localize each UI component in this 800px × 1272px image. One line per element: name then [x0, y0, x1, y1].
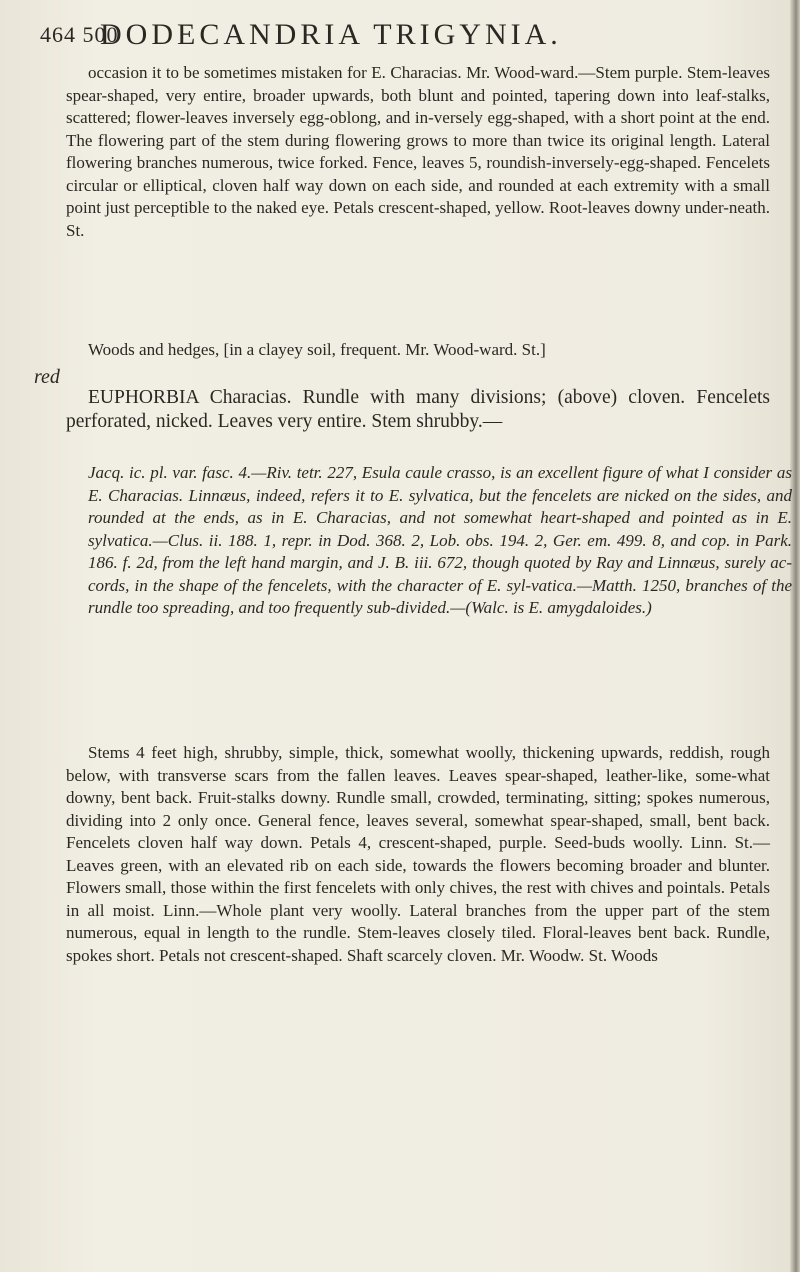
margin-note: red	[34, 366, 60, 388]
page-header	[36, 14, 776, 58]
description	[66, 742, 770, 967]
habitat-note	[66, 339, 770, 362]
paragraph-text: occasion it to be sometimes mistaken for E. Characias. Mr. Wood-ward.—Stem purple. Stem-leaves spear-shaped, very entire, broader upwards, both blunt and pointed, tapering down into leaf-stalks, scattered; flower-leaves inversely egg-oblong, and in-versely egg-shaped, with a short point at the end. The flowering part of the stem during flowering grows to more than twice its original length. Lateral flowering branches numerous, twice forked. Fence, leaves 5, roundish-inversely-egg-shaped. Fencelets circular or elliptical, cloven half way down on each side, and rounded at each extremity with a small point just perceptible to the naked eye. Petals crescent-shaped, yellow. Root-leaves downy under-neath. St.	[66, 63, 770, 240]
page-number: 464 500	[40, 22, 119, 47]
description-text: Stems 4 feet high, shrubby, simple, thick, somewhat woolly, thickening upwards, reddish, rough below, with transverse scars from the fallen leaves. Leaves spear-shaped, leather-like, some-what downy, bent back. Fruit-stalks downy. Rundle small, crowded, terminating, sitting; spokes numerous, dividing into 2 only once. General fence, leaves several, somewhat spear-shaped, small, bent back. Fencelets cloven half way down. Petals 4, crescent-shaped, purple. Seed-buds woolly. Linn. St.—Leaves green, with an elevated rib on each side, towards the flowers becoming broader and blunter. Flowers small, those within the first fencelets with only chives, the rest with chives and pointals. Petals in all moist. Linn.—Whole plant very woolly. Lateral branches from the upper part of the stem numerous, equal in length to the rundle. Stem-leaves closely tiled. Floral-leaves bent back. Rundle, spokes short. Petals not crescent-shaped. Shaft scarcely cloven. Mr. Woodw. St. Woods	[66, 743, 770, 965]
running-title: DODECANDRIA TRIGYNIA.	[100, 18, 562, 51]
habitat-text: Woods and hedges, [in a clayey soil, frequent. Mr. Wood-ward. St.]	[88, 340, 546, 359]
species-entry	[66, 386, 770, 434]
paragraph-continuation	[66, 62, 770, 242]
page-edge-shadow	[790, 0, 800, 1272]
species-heading: EUPHORBIA Characias. Rundle with many divisions; (above) cloven. Fencelets perforated, nicked. Leaves very entire. Stem shrubby.—	[66, 387, 770, 432]
citations	[66, 462, 792, 620]
citation-text: Jacq. ic. pl. var. fasc. 4.—Riv. tetr. 227, Esula caule crasso, is an excellent figure of what I consider as E. Characias. Linnæus, indeed, refers it to E. sylvatica, but the fencelets are nicked on the sides, and rounded at the ends, as in E. Characias, and not somewhat heart-shaped and pointed as in E. sylvatica.—Clus. ii. 188. 1, repr. in Dod. 368. 2, Lob. obs. 194. 2, Ger. em. 499. 8, and cop. in Park. 186. f. 2d, from the left hand margin, and J. B. iii. 672, though quoted by Ray and Linnæus, surely ac-cords, in the shape of the fencelets, with the character of E. syl-vatica.—Matth. 1250, branches of the rundle too spreading, and too frequently sub-divided.—(Walc. is E. amygdaloides.)	[88, 463, 792, 617]
